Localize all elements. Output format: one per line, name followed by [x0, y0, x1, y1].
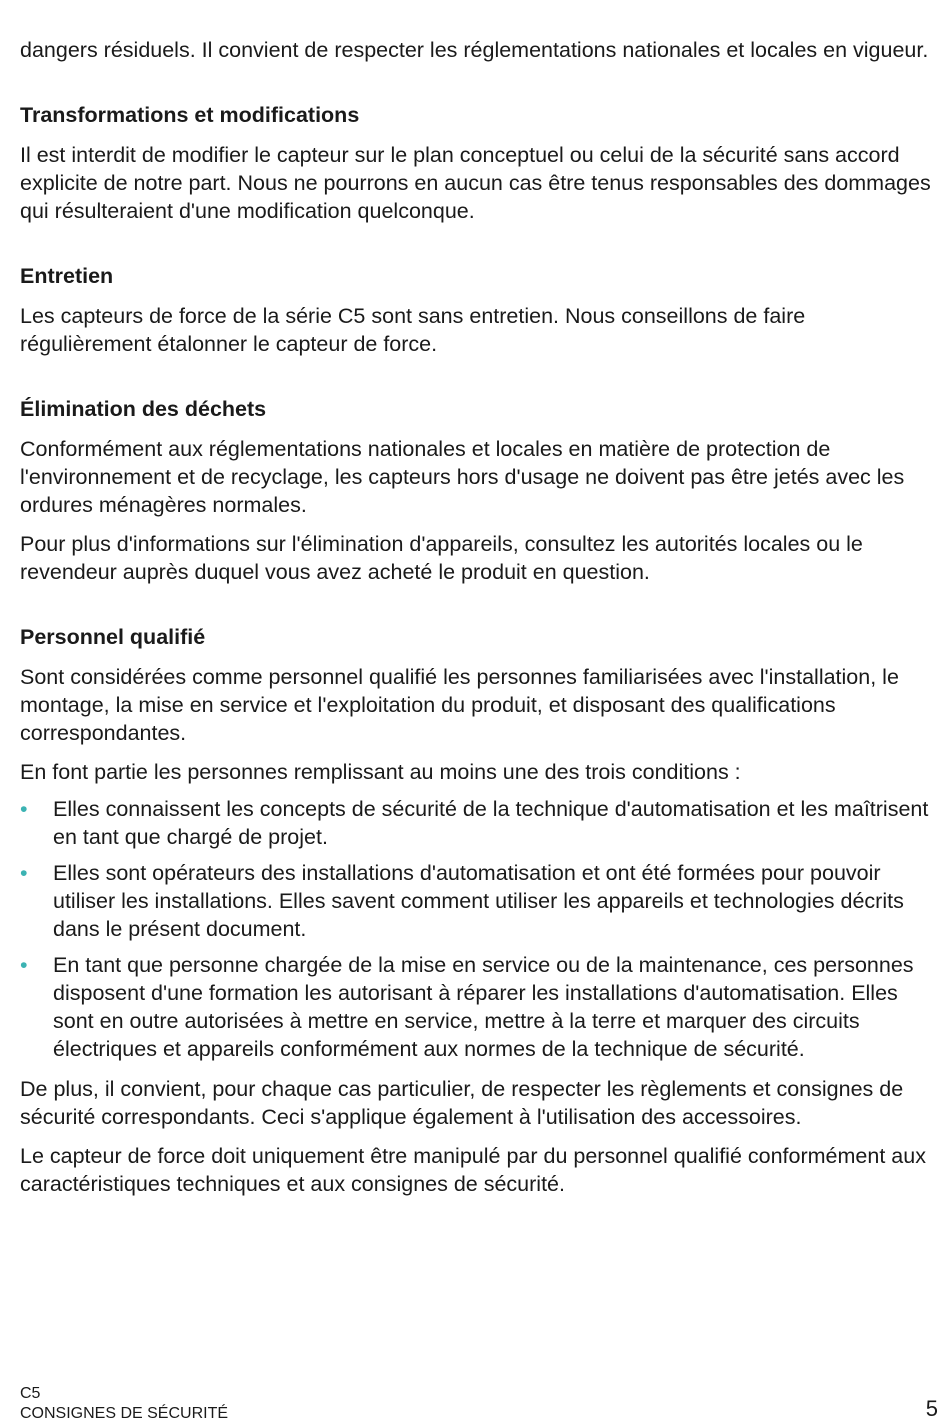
footer-chapter: CONSIGNES DE SÉCURITÉ [20, 1405, 229, 1422]
paragraph: De plus, il convient, pour chaque cas particulier, de respecter les règlements et consignes de sécurité correspondants. Ceci s'applique également à l'utilisation des accessoires. [20, 1077, 904, 1129]
paragraph: Le capteur de force doit uniquement être manipulé par du personnel qualifié conformément aux caractéristiques techniques et aux consignes de sécurité. [20, 1144, 926, 1196]
list-item-text: En tant que personne chargée de la mise en service ou de la maintenance, ces personnes disposent d'une formation les autorisant à réparer les installations d'automatisation. Elles sont en outre autorisées à mettre en service, mettre à la terre et marquer des circuits électriques et appareils conformément aux normes de la technique de sécurité. [53, 953, 914, 1061]
paragraph: Il est interdit de modifier le capteur sur le plan conceptuel ou celui de la sécurité sans accord explicite de notre part. Nous ne pourrons en aucun cas être tenus responsables des dommages qui résulteraient d'une modification quelconque. [20, 143, 931, 223]
paragraph: Les capteurs de force de la série C5 sont sans entretien. Nous conseillons de faire régulièrement étalonner le capteur de force. [20, 304, 806, 356]
section-maintenance [20, 262, 942, 358]
list-item-text: Elles connaissent les concepts de sécurité de la technique d'automatisation et les maîtrisent en tant que chargé de projet. [53, 797, 929, 849]
bullet-icon: • [20, 797, 28, 821]
footer-product: C5 [20, 1385, 41, 1402]
paragraph: Conformément aux réglementations nationales et locales en matière de protection de l'environnement et de recyclage, les capteurs hors d'usage ne doivent pas être jetés avec les ordures ménagères normales. [20, 437, 905, 517]
section-modifications [20, 101, 942, 225]
conditions-list [20, 795, 942, 1063]
list-item [20, 859, 942, 943]
bullet-icon: • [20, 953, 28, 977]
page-footer [20, 1384, 228, 1424]
section-disposal [20, 395, 942, 586]
list-item [20, 795, 942, 851]
document-page [20, 36, 942, 1235]
paragraph: En font partie les personnes remplissant au moins une des trois conditions : [20, 760, 741, 784]
section-heading: Personnel qualifié [20, 625, 206, 649]
paragraph: Pour plus d'informations sur l'élimination d'appareils, consultez les autorités locales ou le revendeur auprès duquel vous avez acheté le produit en question. [20, 532, 863, 584]
page-number: 5 [925, 1396, 938, 1421]
list-item [20, 951, 942, 1063]
section-qualified-personnel [20, 623, 942, 1198]
bullet-icon: • [20, 861, 28, 885]
section-heading: Transformations et modifications [20, 103, 360, 127]
section-heading: Élimination des déchets [20, 397, 267, 421]
list-item-text: Elles sont opérateurs des installations d'automatisation et ont été formées pour pouvoir utiliser les installations. Elles savent comment utiliser les appareils et technologies décrits dans le présent document. [53, 861, 904, 941]
intro-paragraph: dangers résiduels. Il convient de respecter les réglementations nationales et locales en vigueur. [20, 38, 929, 62]
paragraph: Sont considérées comme personnel qualifié les personnes familiarisées avec l'installation, le montage, la mise en service et l'exploitation du produit, et disposant des qualifications correspondantes. [20, 665, 899, 745]
section-heading: Entretien [20, 264, 114, 288]
